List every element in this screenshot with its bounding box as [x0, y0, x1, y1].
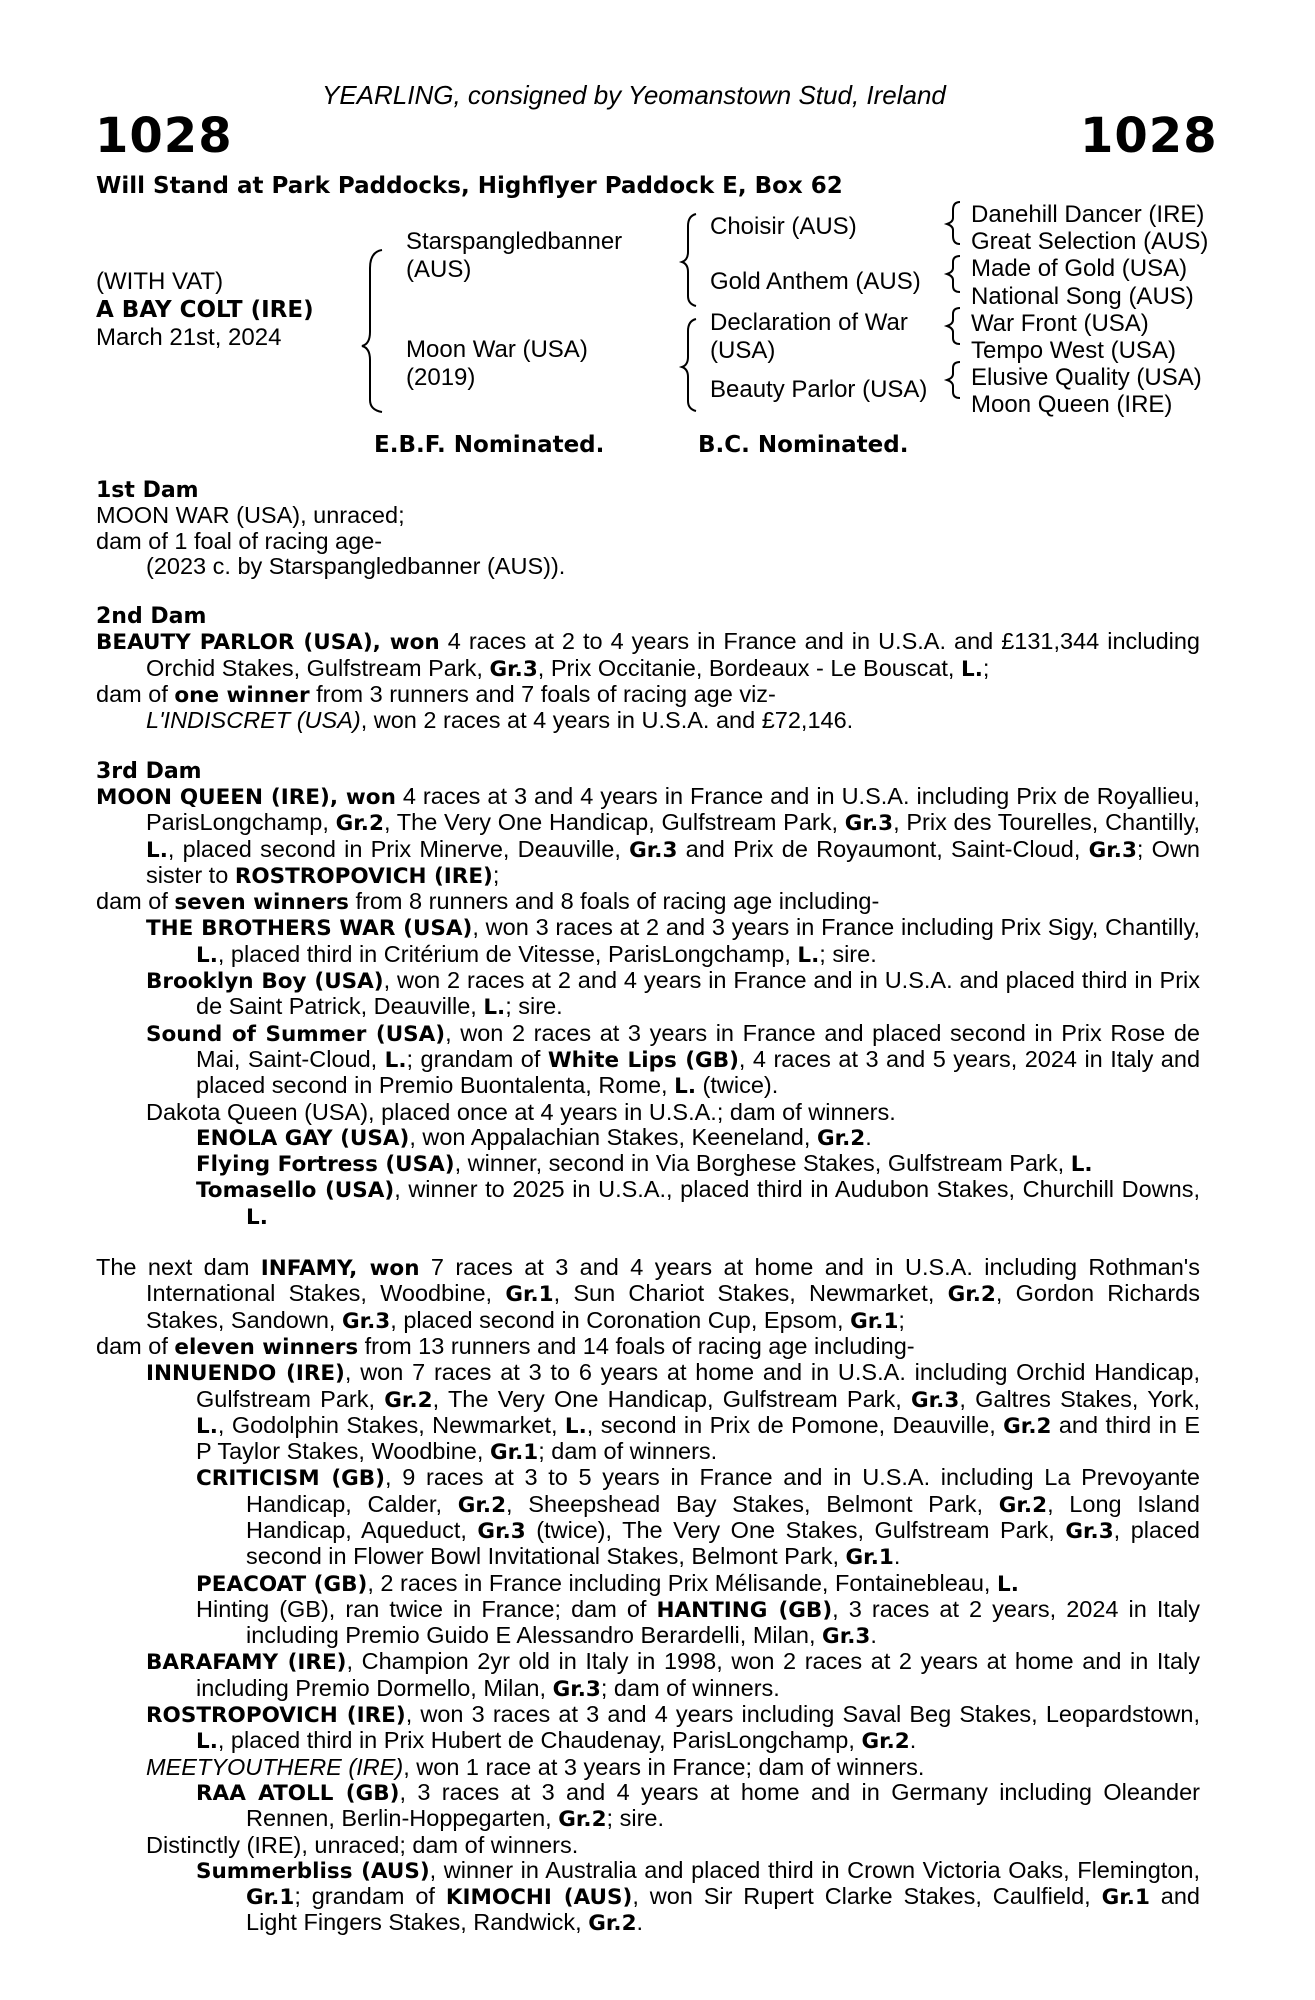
entry-distinctly: Distinctly (IRE), unraced; dam of winners.	[146, 1831, 579, 1858]
dam-name: Moon War (USA) (2019)	[406, 336, 588, 391]
great-grandparents	[971, 201, 1208, 419]
second-dam-produce: dam of one winner from 3 runners and 7 foals of racing age viz-	[96, 681, 776, 709]
horse-name: A BAY COLT (IRE)	[96, 297, 314, 323]
entry-innuendo: INNUENDO (IRE), won 7 races at 3 to 6 years at home and in U.S.A. including Orchid Handicap, Gulfstream Park, Gr.2, The Very One Handicap, Gulfstream Park, Gr.3, Galtres Stakes, York, L., Godolphin Stakes, Newmarket, L., second in Prix de Pomone, Deauville, Gr.2 and third in E P Taylor Stakes, Woodbine, Gr.1; dam of winners.	[146, 1359, 1200, 1466]
pedigree-brace-dam	[680, 315, 710, 405]
entry-hinting: Hinting (GB), ran twice in France; dam of HANTING (GB), 3 races at 2 years, 2024 in Italy including Premio Guido E Alessandro Berardelli, Milan, Gr.3.	[196, 1595, 1200, 1650]
g3-6: Tempo West (USA)	[971, 337, 1176, 365]
third-dam-record: MOON QUEEN (IRE), won 4 races at 3 and 4 years in France and in U.S.A. including Prix de Royallieu, ParisLongchamp, Gr.2, The Very One Handicap, Gulfstream Park, Gr.3, Prix des Tourelles, Chantilly, L., placed second in Prix Minerve, Deauville, Gr.3 and Prix de Royaumont, Saint-Cloud, Gr.3; Own sister to ROSTROPOVICH (IRE);	[96, 782, 1201, 889]
first-dam-heading: 1st Dam	[96, 478, 199, 503]
g3-1: Danehill Dancer (IRE)	[971, 201, 1205, 228]
entry-brothers-war: THE BROTHERS WAR (USA), won 3 races at 2 and 3 years in France including Prix Sigy, Chantilly, L., placed third in Critérium de Vitesse, ParisLongchamp, L.; sire.	[146, 914, 1200, 968]
sire-name: Starspangledbanner (AUS)	[406, 228, 623, 283]
lot-number-left: 1028	[95, 108, 233, 164]
dam-dam: Beauty Parlor (USA)	[710, 376, 928, 403]
vat-note: (WITH VAT)	[96, 268, 224, 295]
entry-criticism: CRITICISM (GB), 9 races at 3 to 5 years in France and in U.S.A. including La Prevoyante Handicap, Calder, Gr.2, Sheepshead Bay Stakes, Belmont Park, Gr.2, Long Island Handicap, Aqueduct, Gr.3 (twice), The Very One Stakes, Gulfstream Park, Gr.3, placed second in Flower Bowl Invitational Stakes, Belmont Park, Gr.1.	[196, 1464, 1201, 1571]
pedigree-brace-main	[360, 220, 400, 410]
foaling-date: March 21st, 2024	[96, 324, 282, 351]
g3-4: National Song (AUS)	[971, 282, 1194, 310]
ebf-nomination: E.B.F. Nominated.	[374, 432, 605, 458]
first-dam-line-1: MOON WAR (USA), unraced;	[96, 502, 405, 529]
entry-meetyouthere: MEETYOUTHERE (IRE), won 1 race at 3 years in France; dam of winners.	[146, 1753, 925, 1780]
entry-brooklyn-boy: Brooklyn Boy (USA), won 2 races at 2 and 4 years in France and in U.S.A. and placed third in Prix de Saint Patrick, Deauville, L.; sire.	[146, 967, 1200, 1021]
entry-peacoat: PEACOAT (GB), 2 races in France including Prix Mélisande, Fontainebleau, L.	[196, 1569, 1019, 1597]
next-dam-record: The next dam INFAMY, won 7 races at 3 and 4 years at home and in U.S.A. including Rothman's International Stakes, Woodbine, Gr.1, Sun Chariot Stakes, Newmarket, Gr.2, Gordon Richards Stakes, Sandown, Gr.3, placed second in Coronation Cup, Epsom, Gr.1;	[96, 1254, 1201, 1334]
bc-nomination: B.C. Nominated.	[698, 432, 909, 458]
catalogue-body	[96, 478, 1200, 1937]
pedigree-brace-sire	[680, 210, 710, 300]
third-dam-produce: dam of seven winners from 8 runners and 8 foals of racing age including-	[96, 888, 880, 916]
pedigree-braces-g3	[944, 198, 966, 418]
g3-3: Made of Gold (USA)	[971, 255, 1188, 283]
entry-summerbliss: Summerbliss (AUS), winner in Australia and placed third in Crown Victoria Oaks, Flemington, Gr.1; grandam of KIMOCHI (AUS), won Sir Rupert Clarke Stakes, Caulfield, Gr.1 and Light Fingers Stakes, Randwick, Gr.2.	[196, 1856, 1200, 1937]
second-dam-heading: 2nd Dam	[96, 604, 207, 630]
g3-8: Moon Queen (IRE)	[971, 391, 1173, 419]
entry-sound-of-summer: Sound of Summer (USA), won 2 races at 3 years in France and placed second in Prix Rose de Mai, Saint-Cloud, L.; grandam of White Lips (GB), 4 races at 3 and 5 years, 2024 in Italy and placed second in Premio Buontalenta, Rome, L. (twice).	[146, 1019, 1201, 1100]
second-dam-record: BEAUTY PARLOR (USA), won 4 races at 2 to 4 years in France and in U.S.A. and £131,344 including Orchid Stakes, Gulfstream Park, Gr.3, Prix Occitanie, Bordeaux - Le Bouscat, L.;	[96, 628, 1201, 682]
g3-2: Great Selection (AUS)	[971, 228, 1209, 256]
entry-raa-atoll: RAA ATOLL (GB), 3 races at 3 and 4 years at home and in Germany including Oleander Rennen, Berlin-Hoppegarten, Gr.2; sire.	[196, 1778, 1200, 1833]
dam-sire: Declaration of War (USA)	[710, 309, 908, 364]
entry-barafamy: BARAFAMY (IRE), Champion 2yr old in Italy in 1998, won 2 races at 2 years at home and in Italy including Premio Dormello, Milan, Gr.3; dam of winners.	[146, 1648, 1200, 1702]
lot-number-right: 1028	[1080, 108, 1218, 164]
g3-7: Elusive Quality (USA)	[971, 364, 1202, 392]
location-line: Will Stand at Park Paddocks, Highflyer Paddock E, Box 62	[96, 173, 843, 199]
second-dam-offspring: L'INDISCRET (USA), won 2 races at 4 years in U.S.A. and £72,146.	[146, 707, 854, 734]
entry-rostropovich: ROSTROPOVICH (IRE), won 3 races at 3 and 4 years including Saval Beg Stakes, Leopardstown, L., placed third in Prix Hubert de Chaudenay, ParisLongchamp, Gr.2.	[146, 1701, 1200, 1755]
entry-tomasello: Tomasello (USA), winner to 2025 in U.S.A., placed third in Audubon Stakes, Churchill Downs, L.	[196, 1176, 1200, 1230]
g3-5: War Front (USA)	[971, 309, 1149, 337]
sire-dam: Gold Anthem (AUS)	[710, 268, 921, 295]
entry-enola-gay: ENOLA GAY (USA), won Appalachian Stakes, Keeneland, Gr.2.	[196, 1123, 872, 1151]
next-dam-produce: dam of eleven winners from 13 runners and 14 foals of racing age including-	[96, 1332, 915, 1360]
entry-flying-fortress: Flying Fortress (USA), winner, second in Via Borghese Stakes, Gulfstream Park, L.	[196, 1150, 1093, 1178]
sire-sire: Choisir (AUS)	[710, 213, 857, 240]
first-dam-line-3: (2023 c. by Starspangledbanner (AUS)).	[146, 552, 566, 579]
entry-dakota-queen: Dakota Queen (USA), placed once at 4 years in U.S.A.; dam of winners.	[146, 1098, 896, 1125]
third-dam-heading: 3rd Dam	[96, 758, 202, 784]
first-dam-line-2: dam of 1 foal of racing age-	[96, 527, 383, 554]
consignment-line: YEARLING, consigned by Yeomanstown Stud, Ireland	[322, 80, 946, 110]
